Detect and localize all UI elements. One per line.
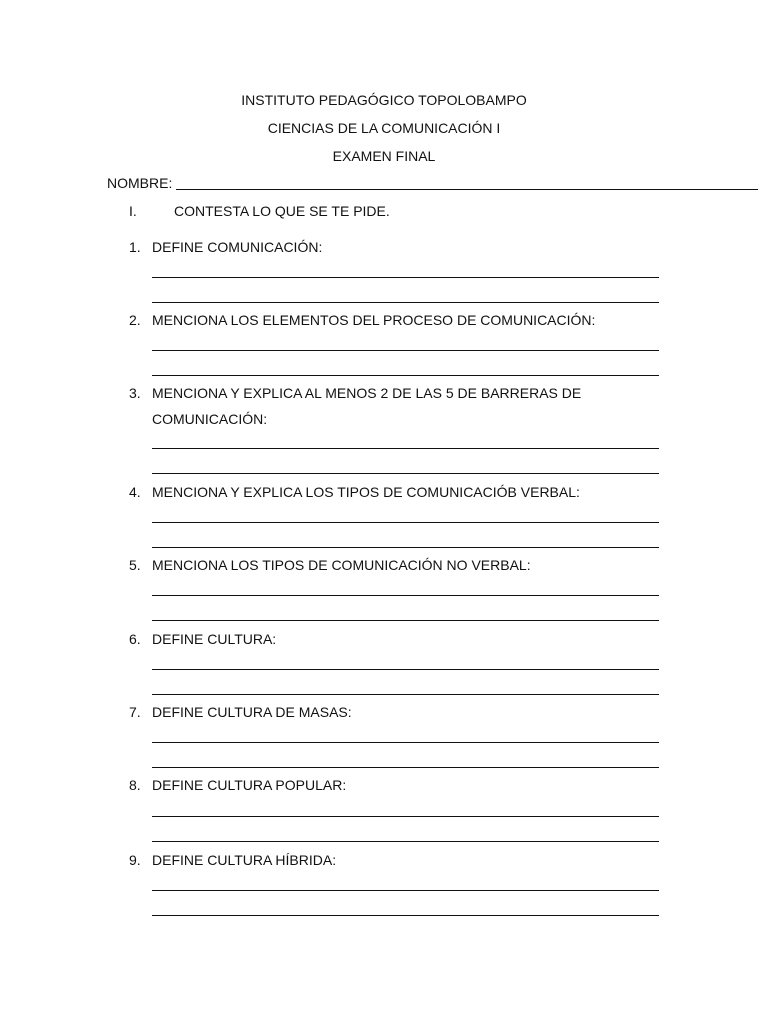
question-number: 4.: [129, 484, 141, 500]
question-number: 3.: [129, 385, 141, 401]
answer-line[interactable]: [152, 595, 659, 596]
answer-line[interactable]: [152, 620, 659, 621]
answer-line[interactable]: [152, 841, 659, 842]
answer-line[interactable]: [152, 694, 659, 695]
question-text: MENCIONA LOS TIPOS DE COMUNICACIÓN NO VERBAL:: [152, 557, 531, 573]
answer-line[interactable]: [152, 669, 659, 670]
question-text: DEFINE COMUNICACIÓN:: [152, 239, 323, 255]
exam-title: EXAMEN FINAL: [332, 148, 436, 164]
question-number: 9.: [129, 852, 141, 868]
question-text: MENCIONA Y EXPLICA LOS TIPOS DE COMUNICACIÓB VERBAL:: [152, 484, 580, 500]
section-numeral: I.: [129, 203, 137, 219]
answer-line[interactable]: [152, 302, 659, 303]
answer-line[interactable]: [152, 742, 659, 743]
question-number: 1.: [129, 239, 141, 255]
question-text: DEFINE CULTURA DE MASAS:: [152, 704, 352, 720]
question-number: 6.: [129, 631, 141, 647]
question-number: 2.: [129, 312, 141, 328]
question-number: 7.: [129, 704, 141, 720]
section-instruction: CONTESTA LO QUE SE TE PIDE.: [174, 203, 390, 219]
name-label: NOMBRE:: [107, 175, 173, 191]
answer-line[interactable]: [152, 350, 659, 351]
answer-line[interactable]: [152, 915, 659, 916]
answer-line[interactable]: [152, 522, 659, 523]
answer-line[interactable]: [152, 473, 659, 474]
question-text: DEFINE CULTURA HÍBRIDA:: [152, 852, 337, 868]
name-field[interactable]: [107, 174, 667, 192]
answer-line[interactable]: [152, 375, 659, 376]
answer-line[interactable]: [152, 890, 659, 891]
answer-line[interactable]: [152, 547, 659, 548]
institution-title: INSTITUTO PEDAGÓGICO TOPOLOBAMPO: [241, 92, 527, 108]
section-heading: [129, 202, 390, 220]
answer-line[interactable]: [152, 816, 659, 817]
question-text: MENCIONA Y EXPLICA AL MENOS 2 DE LAS 5 DE BARRERAS DE COMUNICACIÓN:: [152, 385, 582, 427]
question-number: 5.: [129, 557, 141, 573]
name-answer-line[interactable]: [176, 189, 758, 190]
answer-line[interactable]: [152, 767, 659, 768]
course-title: CIENCIAS DE LA COMUNICACIÓN I: [267, 120, 501, 136]
question-text: DEFINE CULTURA:: [152, 631, 277, 647]
question-text: DEFINE CULTURA POPULAR:: [152, 777, 347, 793]
answer-line[interactable]: [152, 277, 659, 278]
answer-line[interactable]: [152, 448, 659, 449]
question-text: MENCIONA LOS ELEMENTOS DEL PROCESO DE COMUNICACIÓN:: [152, 312, 596, 328]
question-number: 8.: [129, 777, 141, 793]
